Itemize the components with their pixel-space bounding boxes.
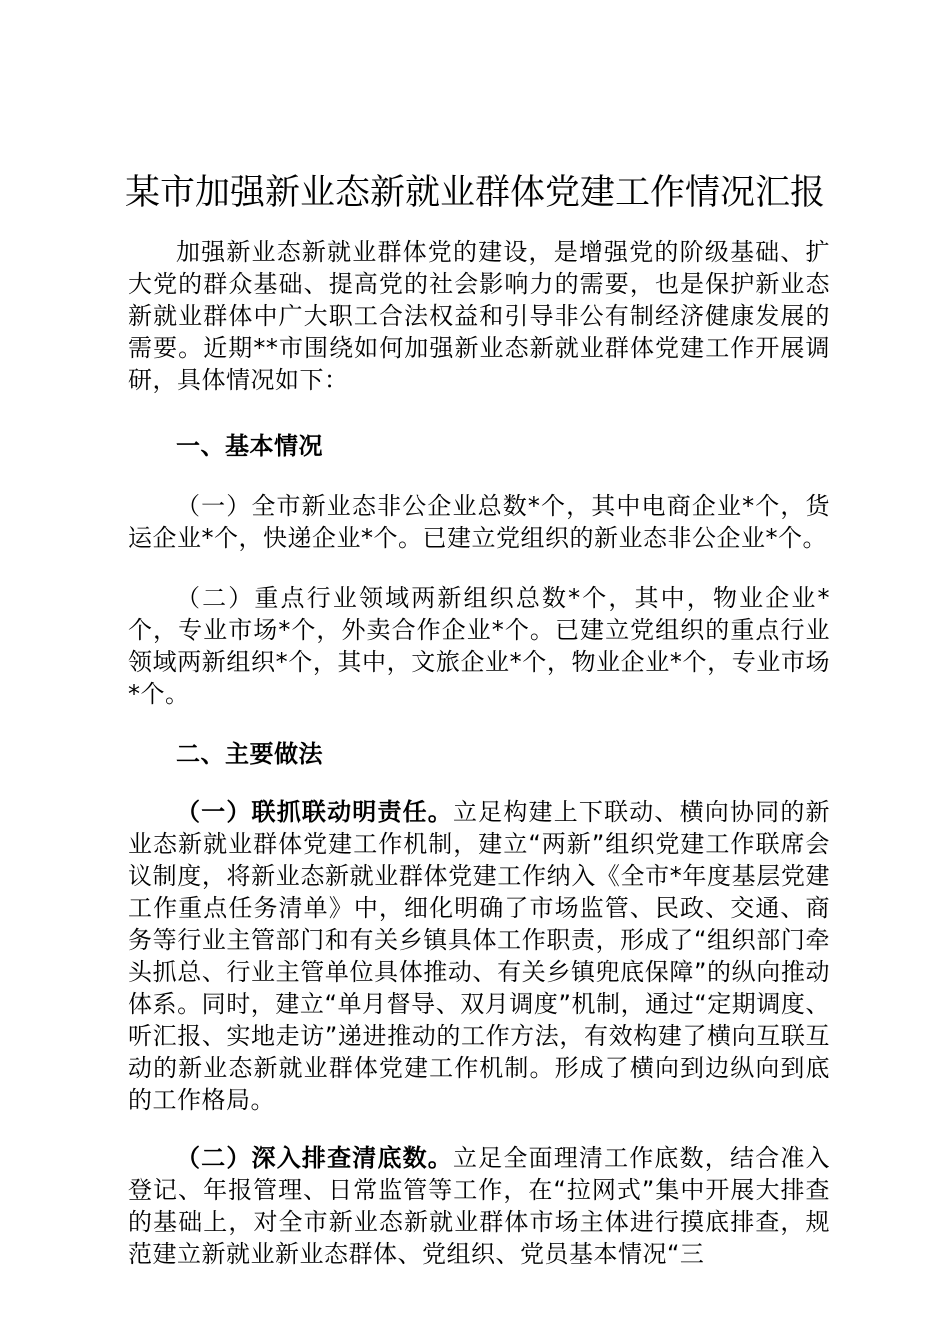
section-heading-basic-situation: 一、基本情况 xyxy=(176,432,323,460)
document-title: 某市加强新业态新就业群体党建工作情况汇报 xyxy=(124,173,825,213)
document-body xyxy=(128,236,830,1270)
main-practices-paragraph-1 xyxy=(128,796,830,1116)
intro-paragraph: 加强新业态新就业群体党的建设，是增强党的阶级基础、扩大党的群众基础、提高党的社会影响力的需要，也是保护新业态新就业群体中广大职工合法权益和引导非公有制经济健康发展的需要。近期**市围绕如何加强新业态新就业群体党建工作开展调研，具体情况如下： xyxy=(128,238,830,394)
paragraph-body-responsibility: 立足构建上下联动、横向协同的新业态新就业群体党建工作机制，建立“两新”组织党建工作联席会议制度，将新业态新就业群体党建工作纳入《全市*年度基层党建工作重点任务清单》中，细化明确了市场监管、民政、交通、商务等行业主管部门和有关乡镇具体工作职责，形成了“组织部门牵头抓总、行业主管单位具体推动、有关乡镇兜底保障”的纵向推动体系。同时，建立“单月督导、双月调度”机制，通过“定期调度、听汇报、实地走访”递进推动的工作方法，有效构建了横向互联互动的新业态新就业群体党建工作机制。形成了横向到边纵向到底的工作格局。 xyxy=(128,798,831,1114)
paragraph-body-investigation: 立足全面理清工作底数，结合准入登记、年报管理、日常监管等工作，在“拉网式”集中开展大排查的基础上，对全市新业态新就业群体市场主体进行摸底排查，规范建立新就业新业态群体、党组织、党员基本情况“三 xyxy=(128,1144,831,1268)
basic-situation-paragraph-1: （一）全市新业态非公企业总数*个，其中电商企业*个，货运企业*个，快递企业*个。已建立党组织的新业态非公企业*个。 xyxy=(128,492,830,552)
paragraph-lead-responsibility: （一）联抓联动明责任。 xyxy=(176,798,453,826)
section-heading-main-practices: 二、主要做法 xyxy=(176,740,323,768)
main-practices-paragraph-2 xyxy=(128,1142,830,1270)
basic-situation-paragraph-2: （二）重点行业领域两新组织总数*个，其中，物业企业*个，专业市场*个，外卖合作企业*个。已建立党组织的重点行业领域两新组织*个，其中，文旅企业*个，物业企业*个，专业市场*个。 xyxy=(128,584,830,708)
paragraph-lead-investigation: （二）深入排查清底数。 xyxy=(176,1144,453,1172)
